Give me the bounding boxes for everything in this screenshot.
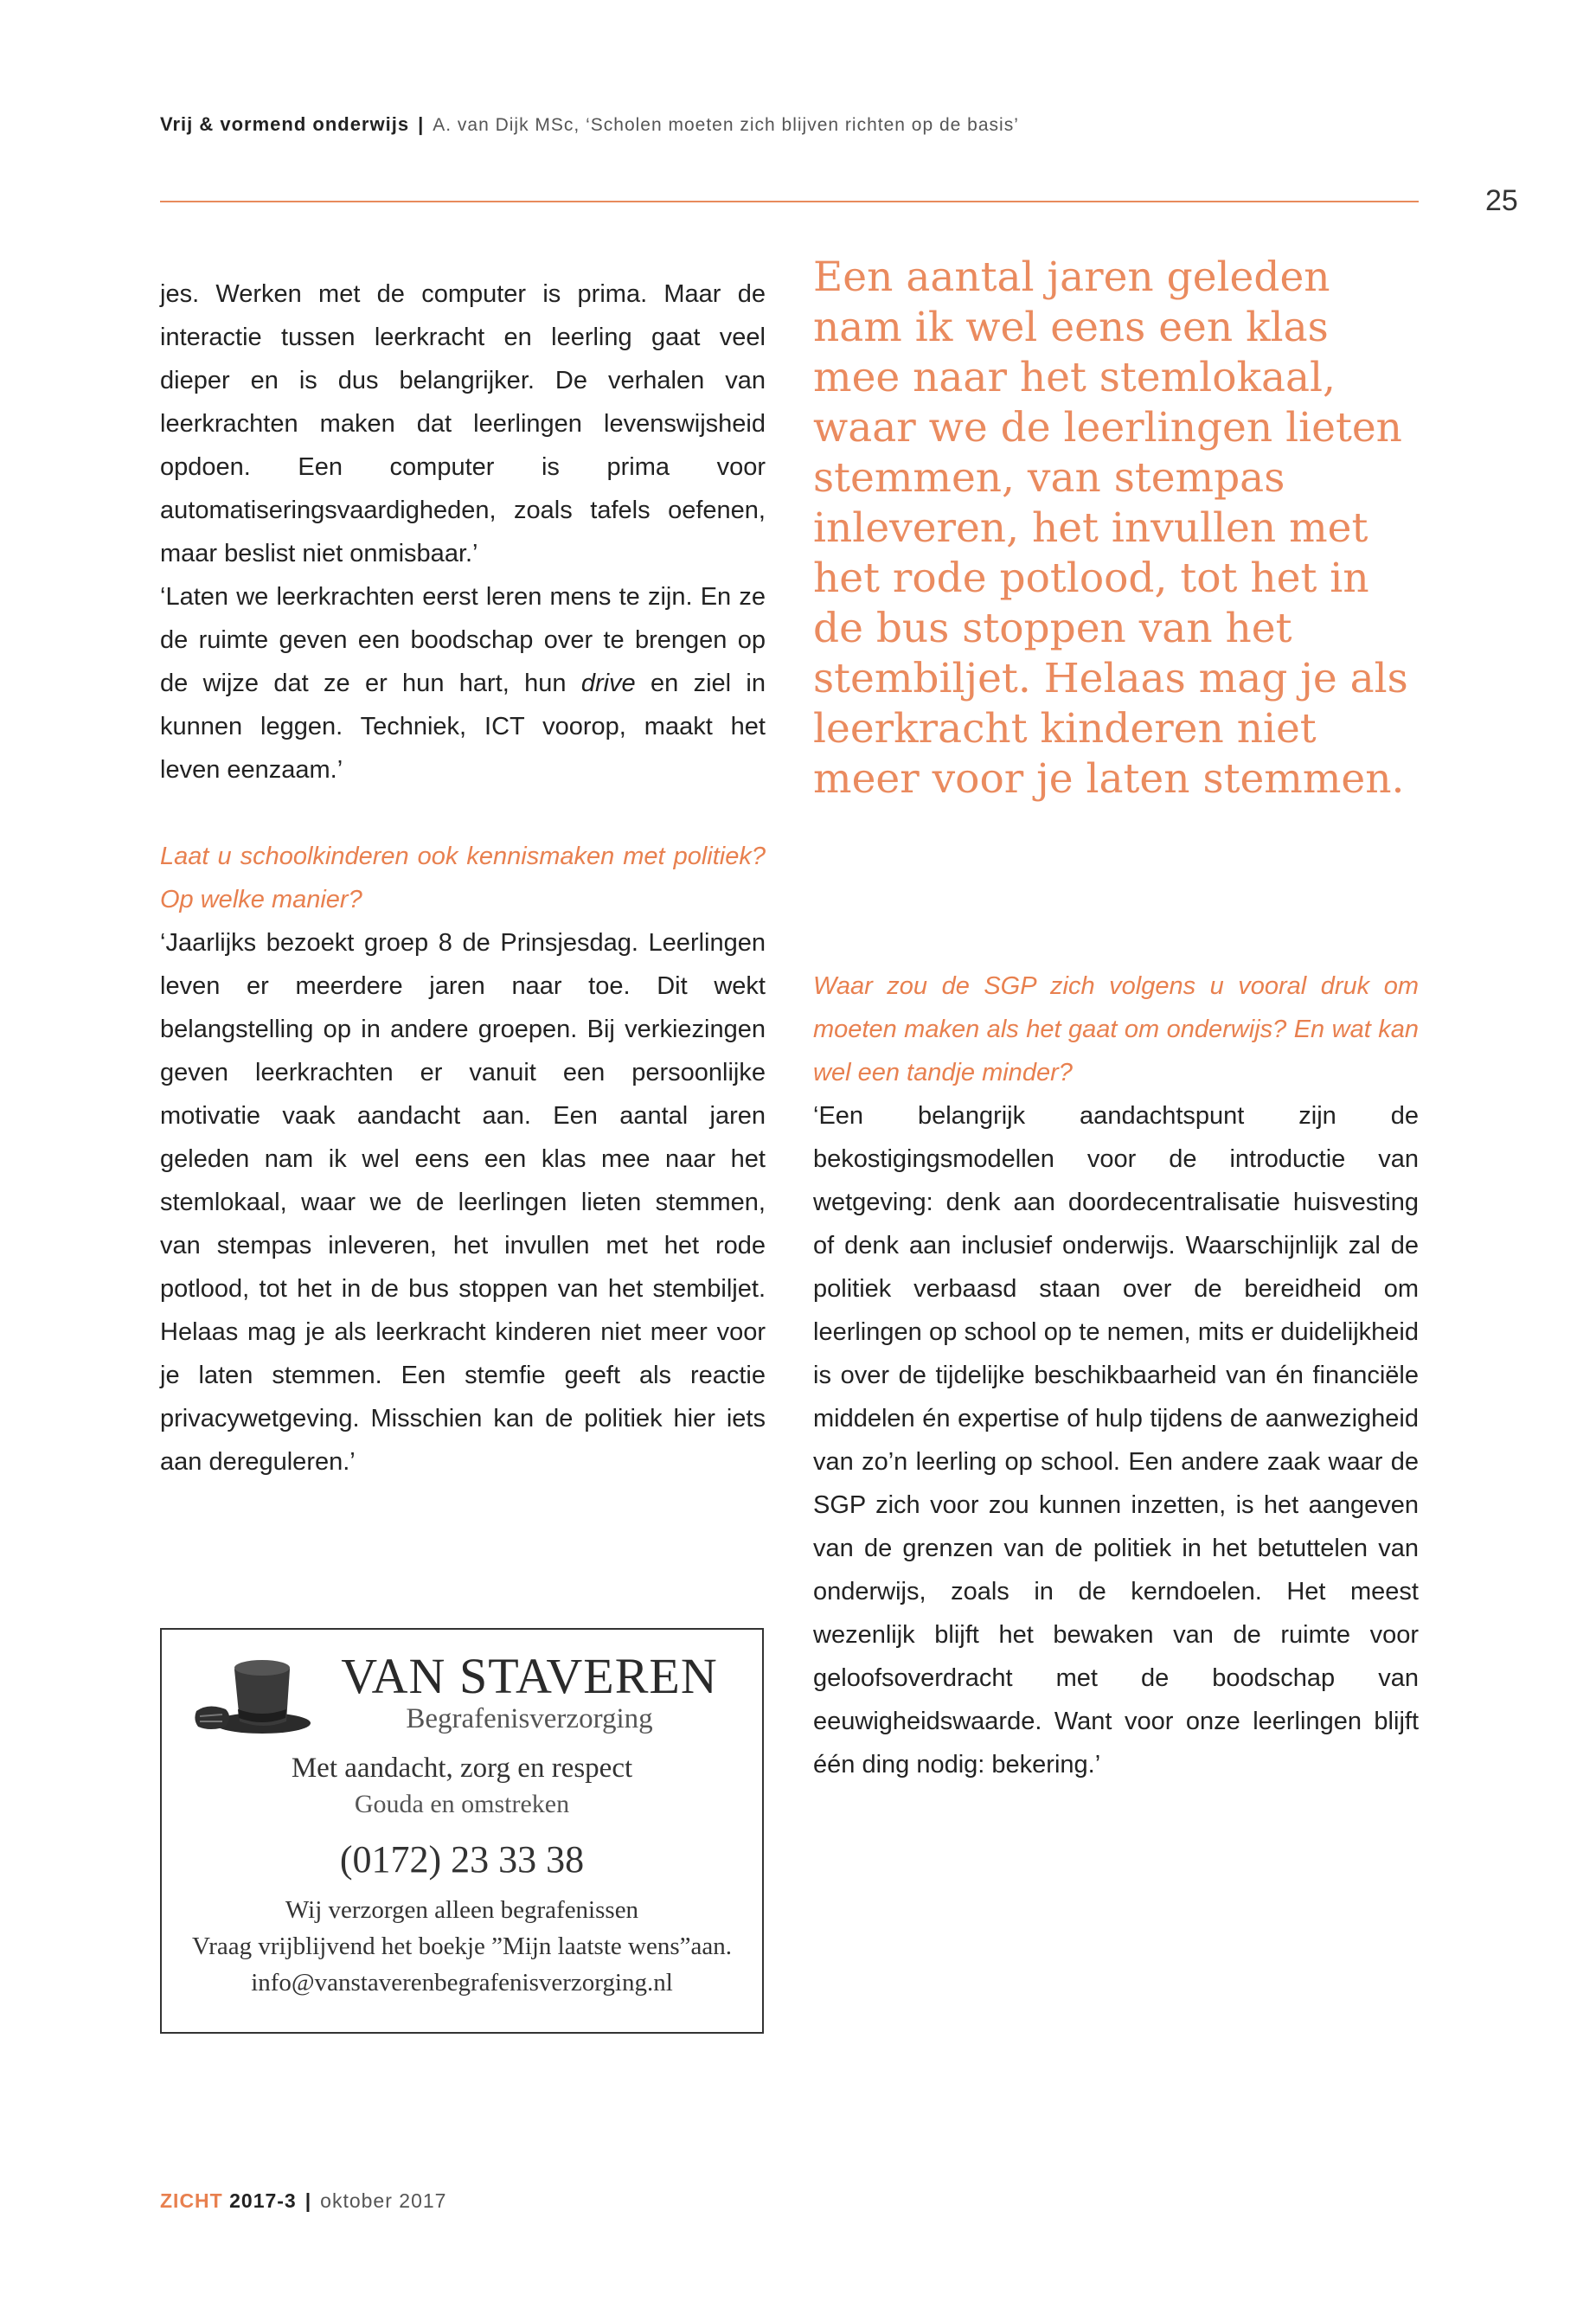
- article-author-title: A. van Dijk MSc, ‘Scholen moeten zich blijven richten op de basis’: [433, 115, 1019, 135]
- issue-date: oktober 2017: [320, 2189, 447, 2212]
- paragraph: ‘Laten we leerkrachten eerst leren mens te zijn. En ze de ruimte geven een boodschap over te brengen op de wijze dat ze er hun hart, hun drive en ziel in kunnen leggen. Techniek, ICT voorop, maakt het leven eenzaam.’: [160, 583, 766, 784]
- pull-quote-line: meer voor je laten stemmen.: [813, 755, 1405, 803]
- advertisement-van-staveren: [160, 1628, 764, 2034]
- pull-quote-line: inleveren, het invullen met: [813, 504, 1368, 552]
- paragraph: jes. Werken met de computer is prima. Maar de interactie tussen leerkracht en leerling gaat veel dieper en is dus belangrijker. De verhalen van leerkrachten maken dat leerlingen levenswijsheid opdoen. Een computer is prima voor automatiseringsvaardigheden, zoals tafels oefenen, maar beslist niet onmisbaar.’: [160, 280, 766, 567]
- interview-question: Waar zou de SGP zich volgens u vooral druk om moeten maken als het gaat om onderwijs? En wat kan wel een tandje minder?: [813, 972, 1419, 1086]
- footer-separator: |: [304, 2189, 312, 2212]
- advertiser-subtitle: Begrafenisverzorging: [406, 1703, 653, 1734]
- pull-quote-line: de bus stoppen van het: [813, 605, 1292, 652]
- advertiser-name: VAN STAVEREN: [341, 1648, 718, 1704]
- top-hat-icon: [191, 1649, 312, 1744]
- ad-email: info@vanstaverenbegrafenisverzorging.nl: [251, 1969, 673, 1997]
- right-column-interview: [813, 965, 1419, 1786]
- pull-quote-line: het rode potlood, tot het in: [813, 554, 1369, 602]
- ad-region: Gouda en omstreken: [354, 1790, 570, 1818]
- pull-quote-line: stembiljet. Helaas mag je als: [813, 655, 1408, 702]
- issue-number: 2017-3: [229, 2189, 297, 2212]
- section-title: Vrij & vormend onderwijs: [160, 113, 410, 135]
- pull-quote-line: mee naar het stemlokaal,: [813, 354, 1336, 401]
- interview-answer: ‘Jaarlijks bezoekt groep 8 de Prinsjesdag. Leerlingen leven er meerdere jaren naar toe. Dit wekt belangstelling op in andere groepen. Bij verkiezingen geven leerkrachten er vanuit een persoonlijke motivatie vaak aandacht aan. Een aantal jaren geleden nam ik wel eens een klas mee naar het stemlokaal, waar we de leerlingen lieten stemmen, van stempas inleveren, het invullen met het rode potlood, tot het in de bus stoppen van het stembiljet. Helaas mag je als leerkracht kinderen niet meer voor je laten stemmen. Een stemfie geeft als reactie privacywetgeving. Misschien kan de politiek hier iets aan dereguleren.’: [160, 929, 766, 1476]
- pull-quote-line: leerkracht kinderen niet: [813, 705, 1317, 753]
- ad-tagline: Met aandacht, zorg en respect: [291, 1753, 633, 1784]
- pull-quote-line: stemmen, van stempas: [813, 454, 1285, 502]
- ad-line: Wij verzorgen alleen begrafenissen: [285, 1896, 639, 1924]
- pull-quote-line: waar we de leerlingen lieten: [813, 404, 1402, 452]
- ad-phone: (0172) 23 33 38: [339, 1838, 585, 1881]
- interview-question: Laat u schoolkinderen ook kennismaken met politiek? Op welke manier?: [160, 843, 766, 913]
- emphasis: drive: [580, 670, 636, 697]
- pull-quote-line: nam ik wel eens een klas: [813, 304, 1329, 351]
- left-column-top: [160, 272, 766, 792]
- page-number: 25: [1485, 184, 1518, 217]
- left-column-interview: [160, 835, 766, 1484]
- interview-answer: ‘Een belangrijk aandachtspunt zijn de bekostigingsmodellen voor de introductie van wetgeving: denk aan doordecentralisatie huisvesting of denk aan inclusief onderwijs. Waarschijnlijk zal de politiek verbaasd staan over de bereidheid om leerlingen op school op te nemen, mits er duidelijkheid is over de tijdelijke beschikbaarheid van én financiële middelen én expertise of hulp tijdens de aanwezigheid van zo’n leerling op school. Een andere zaak waar de SGP zich voor zou kunnen inzetten, is het aangeven van de grenzen van de politiek in het betuttelen van onderwijs, zoals in de kerndoelen. Het meest wezenlijk blijft het bewaken van de ruimte voor geloofsoverdracht met de boodschap van eeuwigheidswaarde. Want voor onze leerlingen blijft één ding nodig: bekering.’: [813, 1102, 1419, 1779]
- running-header: [160, 113, 1019, 136]
- header-separator: |: [418, 113, 425, 135]
- pull-quote-line: Een aantal jaren geleden: [813, 253, 1330, 301]
- running-footer: [160, 2189, 446, 2213]
- magazine-name: ZICHT: [160, 2189, 223, 2212]
- ad-line: Vraag vrijblijvend het boekje ”Mijn laatste wens”aan.: [192, 1932, 732, 1960]
- header-rule: [160, 201, 1419, 202]
- pull-quote: [813, 253, 1436, 804]
